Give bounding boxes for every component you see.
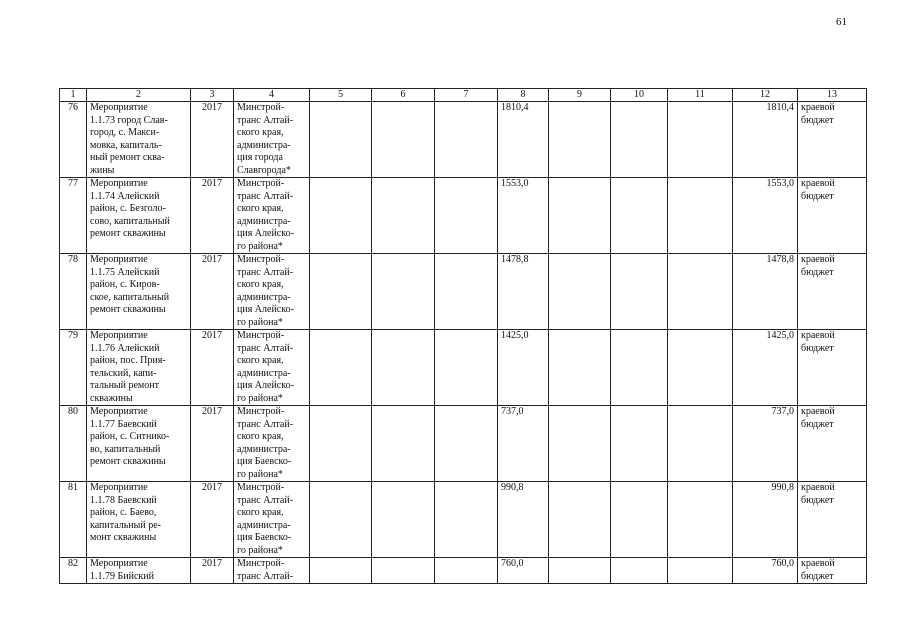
event-executor: Минстрой- транс Алтай- ского края, администра- ция Баевско- го района* xyxy=(237,406,294,480)
header-cell: 3 xyxy=(191,89,234,102)
header-cell: 7 xyxy=(435,89,498,102)
page-number: 61 xyxy=(836,16,847,28)
table-row xyxy=(60,254,867,330)
event-year: 2017 xyxy=(202,178,222,189)
funding-source: краевой бюджет xyxy=(801,254,835,278)
header-cell: 5 xyxy=(310,89,372,102)
event-year: 2017 xyxy=(202,330,222,341)
row-number: 78 xyxy=(68,254,78,265)
event-year: 2017 xyxy=(202,102,222,113)
row-number: 82 xyxy=(68,558,78,569)
event-name: Мероприятие 1.1.75 Алейский район, с. Киров- ское, капитальный ремонт скважины xyxy=(90,254,170,315)
funding-source: краевой бюджет xyxy=(801,482,835,506)
header-cell: 12 xyxy=(733,89,798,102)
event-name: Мероприятие 1.1.73 город Слав- город, с. Макси- мовка, капиталь- ный ремонт сква- жины xyxy=(90,102,168,176)
table-row xyxy=(60,482,867,558)
event-name: Мероприятие 1.1.77 Баевский район, с. Ситнико- во, капитальный ремонт скважины xyxy=(90,406,170,467)
table-row xyxy=(60,102,867,178)
event-year: 2017 xyxy=(202,482,222,493)
year-amount: 1425,0 xyxy=(766,330,794,341)
event-year: 2017 xyxy=(202,254,222,265)
header-cell: 2 xyxy=(87,89,191,102)
total-amount: 760,0 xyxy=(501,558,524,569)
total-amount: 990,8 xyxy=(501,482,524,493)
event-executor: Минстрой- транс Алтай- ского края, администра- ция Алейско- го района* xyxy=(237,254,294,328)
total-amount: 1553,0 xyxy=(501,178,529,189)
event-name: Мероприятие 1.1.74 Алейский район, с. Безголо- сово, капитальный ремонт скважины xyxy=(90,178,170,239)
header-cell: 10 xyxy=(611,89,668,102)
table-row xyxy=(60,558,867,584)
year-amount: 990,8 xyxy=(771,482,794,493)
header-cell: 13 xyxy=(798,89,867,102)
event-year: 2017 xyxy=(202,558,222,569)
table-row xyxy=(60,406,867,482)
year-amount: 760,0 xyxy=(771,558,794,569)
row-number: 80 xyxy=(68,406,78,417)
event-name: Мероприятие 1.1.79 Бийский xyxy=(90,558,154,582)
table-row xyxy=(60,330,867,406)
total-amount: 737,0 xyxy=(501,406,524,417)
total-amount: 1810,4 xyxy=(501,102,529,113)
header-cell: 1 xyxy=(60,89,87,102)
event-executor: Минстрой- транс Алтай- ского края, администра- ция Алейско- го района* xyxy=(237,178,294,252)
table-row xyxy=(60,178,867,254)
event-name: Мероприятие 1.1.78 Баевский район, с. Баево, капитальный ре- монт скважины xyxy=(90,482,161,543)
year-amount: 1478,8 xyxy=(766,254,794,265)
event-executor: Минстрой- транс Алтай- xyxy=(237,558,294,582)
event-executor: Минстрой- транс Алтай- ского края, администра- ция города Славгорода* xyxy=(237,102,294,176)
event-executor: Минстрой- транс Алтай- ского края, администра- ция Баевско- го района* xyxy=(237,482,294,556)
total-amount: 1478,8 xyxy=(501,254,529,265)
row-number: 77 xyxy=(68,178,78,189)
header-cell: 11 xyxy=(668,89,733,102)
total-amount: 1425,0 xyxy=(501,330,529,341)
header-cell: 9 xyxy=(549,89,611,102)
year-amount: 1553,0 xyxy=(766,178,794,189)
event-name: Мероприятие 1.1.76 Алейский район, пос. Прия- тельский, капи- тальный ремонт скважины xyxy=(90,330,166,404)
header-cell: 8 xyxy=(498,89,549,102)
funding-source: краевой бюджет xyxy=(801,558,835,582)
funding-source: краевой бюджет xyxy=(801,330,835,354)
row-number: 81 xyxy=(68,482,78,493)
year-amount: 1810,4 xyxy=(766,102,794,113)
row-number: 79 xyxy=(68,330,78,341)
year-amount: 737,0 xyxy=(771,406,794,417)
header-cell: 6 xyxy=(372,89,435,102)
header-row xyxy=(60,89,867,102)
event-year: 2017 xyxy=(202,406,222,417)
event-executor: Минстрой- транс Алтай- ского края, администра- ция Алейско- го района* xyxy=(237,330,294,404)
row-number: 76 xyxy=(68,102,78,113)
funding-source: краевой бюджет xyxy=(801,178,835,202)
header-cell: 4 xyxy=(234,89,310,102)
funding-source: краевой бюджет xyxy=(801,406,835,430)
program-table xyxy=(59,88,867,584)
funding-source: краевой бюджет xyxy=(801,102,835,126)
